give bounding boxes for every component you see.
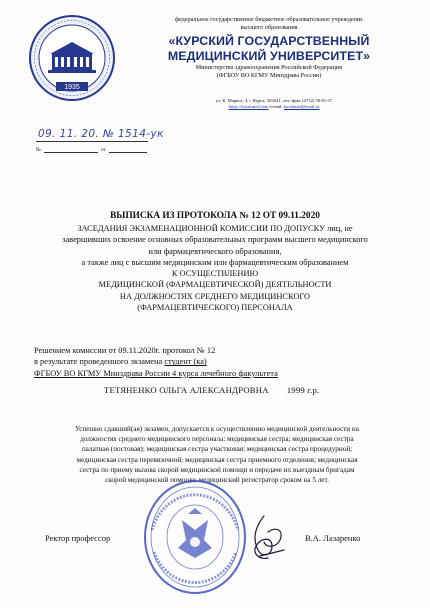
person-name: ТЕТЯНЕНКО ОЛЬГА АЛЕКСАНДРОВНА [104, 385, 269, 395]
protocol-subject [24, 223, 406, 313]
subject-line7: НА ДОЛЖНОСТЯХ СРЕДНЕГО МЕДИЦИНСКОГО [119, 291, 311, 301]
official-stamp [142, 478, 248, 596]
admission-line2: должностях среднего медицинского персонала: медицинская сестра; медицинская сестра [80, 435, 354, 444]
registration-fields [36, 147, 147, 153]
address-block [164, 98, 384, 110]
university-abbreviation: (ФГБОУ ВО КГМУ Минздрава России) [216, 72, 322, 79]
website-link[interactable]: https://kurskmed.com [228, 104, 269, 109]
admission-text [30, 424, 404, 485]
university-emblem [28, 14, 116, 102]
decision-block [34, 345, 278, 379]
decision-line2-prefix: в результате проведенного экзамена [34, 357, 163, 367]
admission-line4: медицинская сестра перевязочной; медицинская сестра приемного отделения; медицинская [76, 455, 358, 464]
university-title-line2: МЕДИЦИНСКИЙ УНИВЕРСИТЕТ» [167, 48, 371, 63]
subject-line8: (ФАРМАЦЕВТИЧЕСКОГО) ПЕРСОНАЛА [137, 303, 293, 313]
document-title: ВЫПИСКА ИЗ ПРОТОКОЛА № 12 ОТ 09.11.2020 [110, 211, 320, 221]
header-line2: высшего образования [240, 24, 298, 31]
signatory-name: В.А. Лазаренко [305, 533, 361, 543]
number-label: № [36, 147, 41, 153]
subject-line6: МЕДИЦИНСКОЙ (ФАРМАЦЕВТИЧЕСКОЙ) ДЕЯТЕЛЬНОСТИ [98, 280, 332, 290]
date-blank [109, 147, 147, 153]
header-line1: федеральное государственное бюджетное образовательное учреждение [174, 16, 364, 23]
decision-line1: Решением комиссии от 09.11.2020г. протокол № 12 [34, 346, 216, 355]
person-line [104, 385, 319, 395]
email-label: e-mail: [269, 104, 283, 109]
subject-line2: завершивших освоение основных образовательных программ высшего медицинского [62, 235, 368, 245]
admission-line6: скорой медицинской помощи; медицинский регистратор сроком на 5 лет. [105, 476, 329, 485]
registration-underline [36, 141, 148, 142]
admission-line3: палатная (постовая); медицинская сестра участковая; медицинская сестра процедурной; [81, 445, 353, 454]
number-blank [44, 147, 98, 153]
admission-line1: Успешно сдавший(ая) экзамен, допускается к осуществлению медицинской деятельности на [75, 425, 359, 433]
student-status: студент (ка) [164, 357, 207, 367]
subject-line1: ЗАСЕДАНИЯ ЭКЗАМЕНАЦИОННОЙ КОМИССИИ ПО ДОПУСКУ лиц, не [77, 224, 353, 233]
subject-line3: или фармацевтического образования, [148, 246, 282, 256]
letterhead [146, 16, 392, 80]
university-title-line1: «КУРСКИЙ ГОСУДАРСТВЕННЫЙ [168, 34, 370, 48]
date-label: от [100, 147, 106, 153]
email-link[interactable]: kurskmed@mail.ru [283, 104, 320, 109]
signatory-title: Ректор профессор [45, 533, 111, 543]
subject-line5: К ОСУЩЕСТВЛЕНИЮ [171, 269, 259, 279]
admission-line5: сестра по приему вызова скорой медицинской помощи и передаче их выездным бригадам [79, 465, 355, 474]
handwritten-registration: 09. 11. 20. № 1514-ук [38, 128, 164, 140]
address-line: ул. К. Маркса, 3, г. Курск, 305041, тел./факс (4712) 58-81-37 [215, 98, 333, 103]
decision-line3: ФГБОУ ВО КГМУ Минздрава России 4 курса лечебного факультета [34, 368, 278, 378]
subject-line4: а также лиц с высшим медицинским или фармацевтическим образованием [81, 257, 349, 267]
emblem-year: 1935 [64, 84, 80, 91]
handwritten-signature [246, 512, 290, 564]
person-birth-year: 1999 г.р. [286, 385, 320, 395]
ministry-line: Министерства здравоохранения Российской Федерации [195, 64, 343, 71]
